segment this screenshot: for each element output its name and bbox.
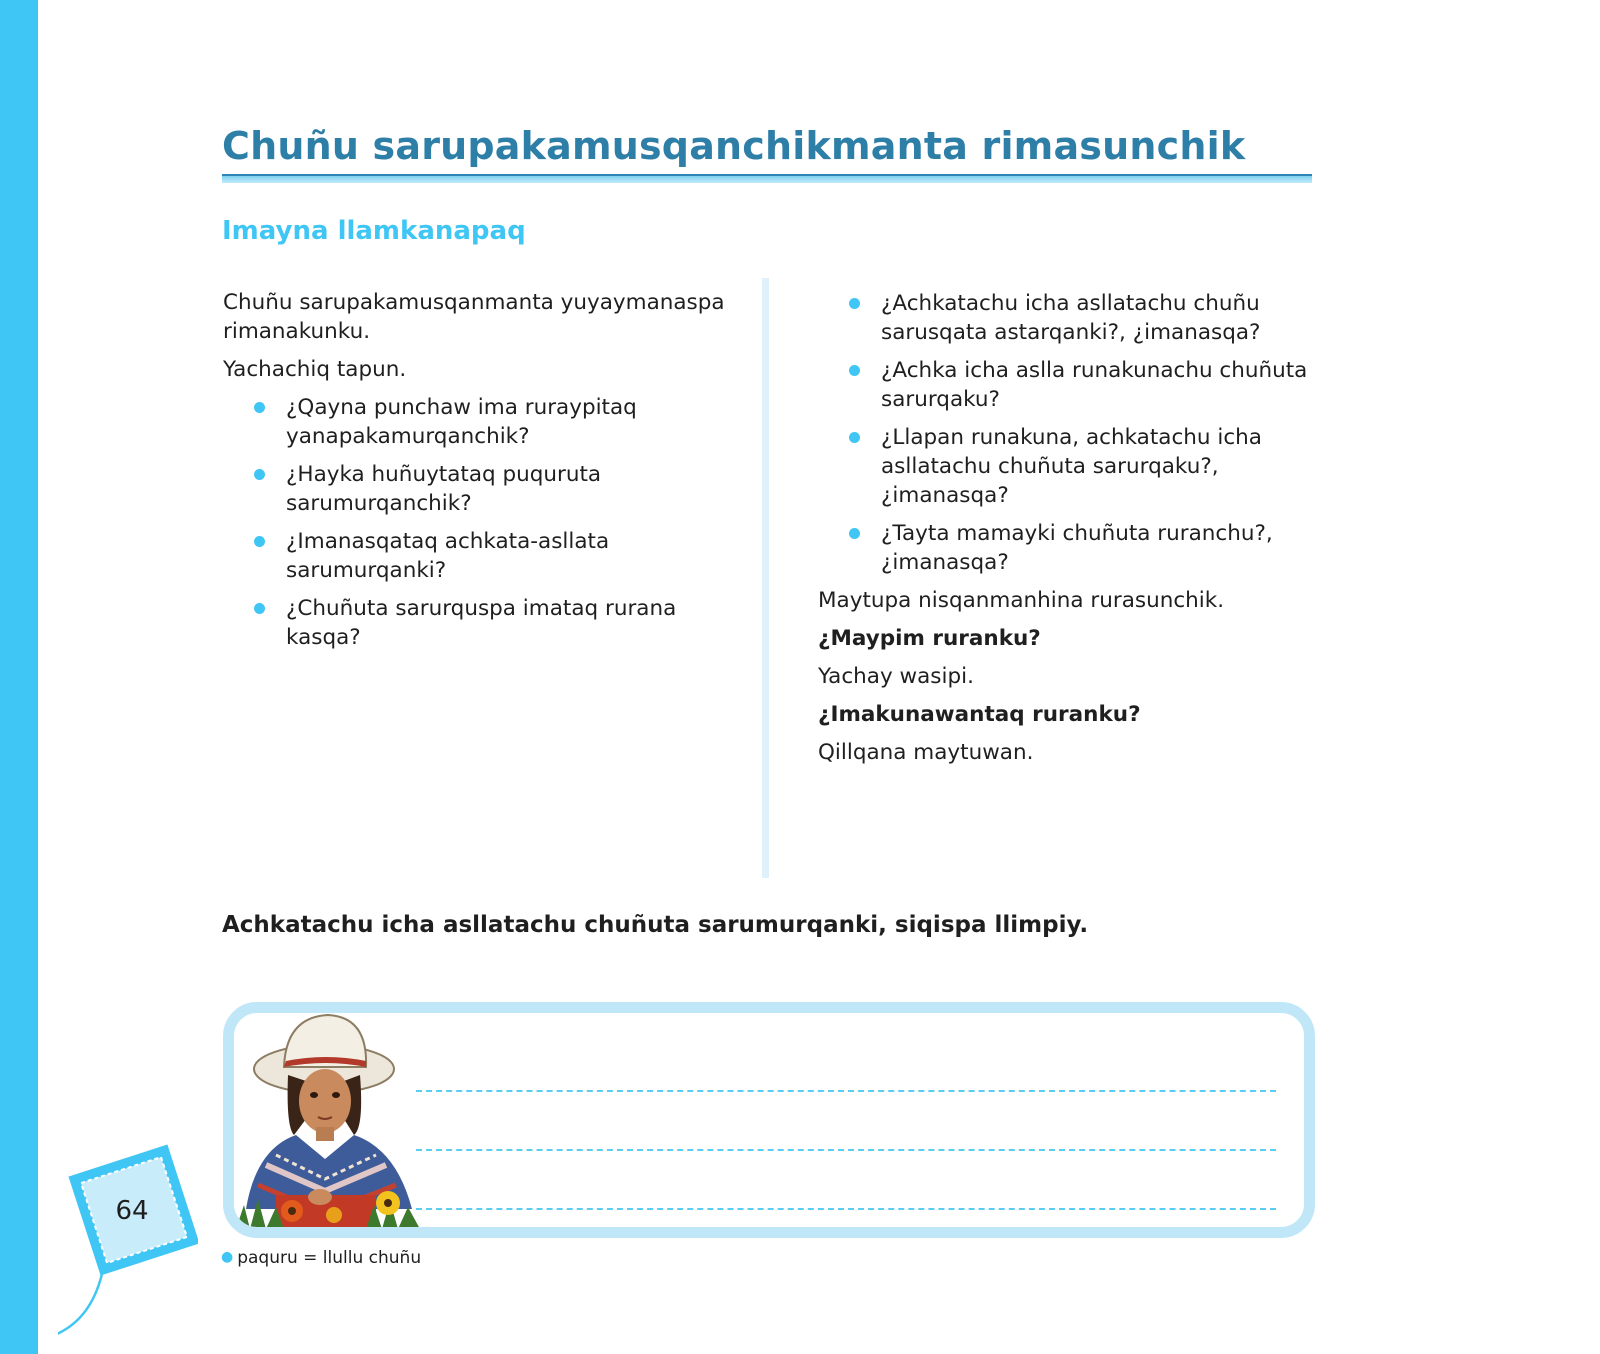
- list-item: [223, 594, 743, 652]
- after-text: Maytupa nisqanmanhina rurasunchik.: [818, 588, 1225, 613]
- bullet-dot-icon: [849, 365, 860, 376]
- writing-line-1: [416, 1090, 1276, 1092]
- list-item: [818, 519, 1318, 577]
- bullet-dot-icon: [849, 528, 860, 539]
- footnote-text: paquru = llullu chuñu: [237, 1248, 422, 1268]
- answer-where: Yachay wasipi.: [818, 664, 974, 689]
- kite-icon: [58, 1144, 198, 1344]
- intro-paragraph: Chuñu sarupakamusqanmanta yuyaymanaspa rimanakunku.: [223, 290, 725, 344]
- list-item: [223, 393, 743, 451]
- right-question-list: [818, 289, 1318, 577]
- left-column: [223, 288, 743, 661]
- writing-box: [223, 1002, 1315, 1238]
- question-text: ¿Llapan runakuna, achkatachu icha asllatachu chuñuta sarurqaku?, ¿imanasqa?: [881, 425, 1262, 508]
- writing-line-2: [416, 1149, 1276, 1151]
- bullet-dot-icon: [254, 402, 265, 413]
- list-item: [818, 423, 1318, 510]
- list-item: [223, 460, 743, 518]
- left-question-list: [223, 393, 743, 652]
- footnote-bullet-icon: ●: [221, 1249, 234, 1265]
- bullet-dot-icon: [254, 469, 265, 480]
- right-column: [818, 289, 1318, 776]
- bullet-dot-icon: [254, 536, 265, 547]
- bullet-dot-icon: [254, 603, 265, 614]
- question-text: ¿Chuñuta sarurquspa imataq rurana kasqa?: [286, 596, 677, 650]
- girl-with-hat-illustration: [236, 1009, 420, 1229]
- list-item: [818, 356, 1318, 414]
- page-number: 64: [115, 1196, 149, 1226]
- question-with-what: ¿Imakunawantaq ruranku?: [818, 702, 1141, 727]
- list-item: [223, 527, 743, 585]
- section-subtitle: Imayna llamkanapaq: [222, 216, 526, 246]
- question-where: ¿Maypim ruranku?: [818, 626, 1041, 651]
- question-text: ¿Hayka huñuytataq puquruta sarumurqanchik?: [286, 462, 602, 516]
- list-item: [818, 289, 1318, 347]
- question-text: ¿Qayna punchaw ima ruraypitaq yanapakamurqanchik?: [286, 395, 637, 449]
- question-text: ¿Achka icha aslla runakunachu chuñuta sarurqaku?: [881, 358, 1308, 412]
- bullet-dot-icon: [849, 298, 860, 309]
- question-text: ¿Achkatachu icha asllatachu chuñu sarusqata astarqanki?, ¿imanasqa?: [881, 291, 1261, 345]
- question-text: ¿Tayta mamayki chuñuta ruranchu?, ¿imanasqa?: [881, 521, 1273, 575]
- page-title: Chuñu sarupakamusqanchikmanta rimasunchik: [222, 124, 1246, 168]
- drawing-instruction: Achkatachu icha asllatachu chuñuta sarumurqanki, siqispa llimpiy.: [222, 912, 1089, 938]
- answer-with-what: Qillqana maytuwan.: [818, 740, 1034, 765]
- task-paragraph: Yachachiq tapun.: [223, 357, 407, 382]
- writing-line-3: [416, 1208, 1276, 1210]
- left-accent-bar: [0, 0, 38, 1354]
- question-text: ¿Imanasqataq achkata-asllata sarumurqanki?: [286, 529, 610, 583]
- title-underline: [222, 174, 1312, 183]
- footnote: [221, 1248, 421, 1268]
- column-divider: [762, 278, 769, 878]
- bullet-dot-icon: [849, 432, 860, 443]
